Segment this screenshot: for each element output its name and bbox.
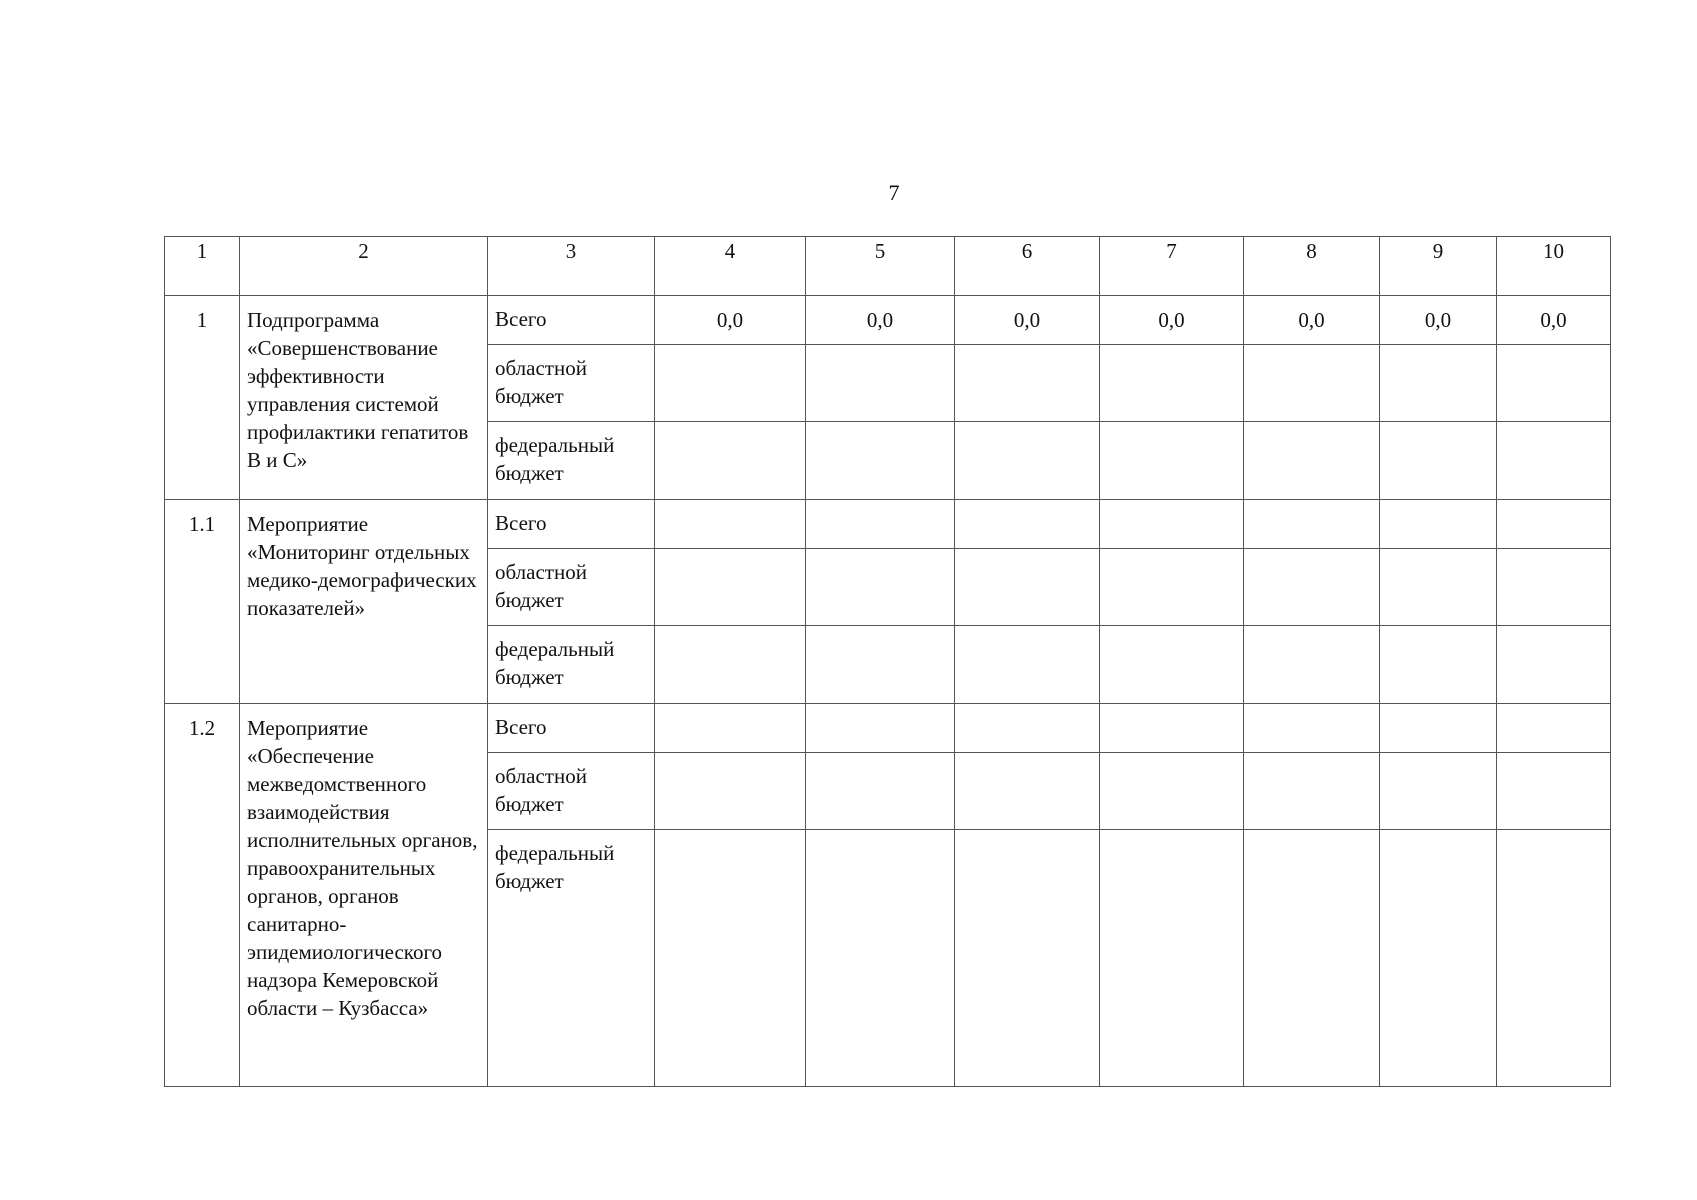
value-cell — [1497, 830, 1611, 1087]
value-cell — [1100, 422, 1244, 500]
value-cell — [1497, 704, 1611, 753]
header-row — [165, 237, 1611, 296]
value-cell — [1100, 704, 1244, 753]
header-cell: 2 — [240, 237, 488, 296]
value-cell — [806, 626, 955, 704]
table-row — [165, 704, 1611, 753]
value-cell — [806, 549, 955, 626]
header-cell: 4 — [655, 237, 806, 296]
value-cell — [1380, 626, 1497, 704]
value-cell — [655, 422, 806, 500]
value-cell — [1380, 549, 1497, 626]
header-cell: 1 — [165, 237, 240, 296]
value-cell: 0,0 — [655, 296, 806, 345]
value-cell — [1100, 626, 1244, 704]
value-cell — [1100, 345, 1244, 422]
funding-source: областной бюджет — [488, 753, 655, 830]
header-cell: 6 — [955, 237, 1100, 296]
value-cell — [1497, 753, 1611, 830]
value-cell: 0,0 — [1380, 296, 1497, 345]
header-cell: 9 — [1380, 237, 1497, 296]
value-cell — [1244, 422, 1380, 500]
value-cell — [655, 549, 806, 626]
value-cell — [1497, 345, 1611, 422]
value-cell — [955, 753, 1100, 830]
value-cell — [955, 704, 1100, 753]
value-cell — [955, 422, 1100, 500]
value-cell — [655, 753, 806, 830]
header-cell: 5 — [806, 237, 955, 296]
value-cell — [955, 500, 1100, 549]
table-row — [165, 500, 1611, 549]
value-cell — [955, 549, 1100, 626]
value-cell — [955, 626, 1100, 704]
funding-source: Всего — [488, 296, 655, 345]
value-cell — [955, 830, 1100, 1087]
budget-table — [164, 236, 1611, 1087]
value-cell — [1244, 753, 1380, 830]
value-cell — [806, 830, 955, 1087]
value-cell: 0,0 — [1100, 296, 1244, 345]
value-cell — [1244, 830, 1380, 1087]
value-cell — [1497, 626, 1611, 704]
value-cell — [1497, 500, 1611, 549]
value-cell — [1497, 549, 1611, 626]
value-cell — [1100, 500, 1244, 549]
funding-source: областной бюджет — [488, 549, 655, 626]
value-cell — [1380, 422, 1497, 500]
value-cell — [655, 345, 806, 422]
program-name: Мероприятие «Мониторинг отдельных медико-демографических показателей» — [240, 500, 488, 704]
value-cell — [1244, 626, 1380, 704]
value-cell — [1244, 500, 1380, 549]
value-cell — [1380, 345, 1497, 422]
value-cell — [806, 500, 955, 549]
header-cell: 10 — [1497, 237, 1611, 296]
value-cell — [1100, 830, 1244, 1087]
value-cell — [806, 422, 955, 500]
funding-source: Всего — [488, 704, 655, 753]
row-number: 1.1 — [165, 500, 240, 704]
value-cell — [1100, 549, 1244, 626]
value-cell: 0,0 — [1244, 296, 1380, 345]
value-cell — [806, 345, 955, 422]
table-row — [165, 296, 1611, 345]
funding-source: федеральный бюджет — [488, 422, 655, 500]
value-cell — [1380, 704, 1497, 753]
funding-source: федеральный бюджет — [488, 626, 655, 704]
page-number: 7 — [888, 180, 900, 205]
program-name: Подпрограмма «Совершенствование эффективности управления системой профилактики гепатитов В и С» — [240, 296, 488, 500]
value-cell — [1380, 753, 1497, 830]
value-cell: 0,0 — [806, 296, 955, 345]
value-cell — [1244, 704, 1380, 753]
program-name: Мероприятие «Обеспечение межведомственного взаимодействия исполнительных органов, правоохранительных органов, органов санитарно-эпидемиологического надзора Кемеровской области – Кузбасса» — [240, 704, 488, 1087]
value-cell — [655, 626, 806, 704]
header-cell: 3 — [488, 237, 655, 296]
value-cell — [955, 345, 1100, 422]
value-cell — [806, 704, 955, 753]
header-cell: 7 — [1100, 237, 1244, 296]
value-cell — [1244, 345, 1380, 422]
value-cell — [655, 704, 806, 753]
value-cell — [806, 753, 955, 830]
header-cell: 8 — [1244, 237, 1380, 296]
value-cell — [655, 500, 806, 549]
funding-source: областной бюджет — [488, 345, 655, 422]
value-cell — [1380, 830, 1497, 1087]
value-cell — [1100, 753, 1244, 830]
funding-source: федеральный бюджет — [488, 830, 655, 1087]
row-number: 1.2 — [165, 704, 240, 1087]
funding-source: Всего — [488, 500, 655, 549]
value-cell — [1244, 549, 1380, 626]
value-cell — [1380, 500, 1497, 549]
value-cell — [1497, 422, 1611, 500]
value-cell: 0,0 — [955, 296, 1100, 345]
value-cell: 0,0 — [1497, 296, 1611, 345]
value-cell — [655, 830, 806, 1087]
row-number: 1 — [165, 296, 240, 500]
